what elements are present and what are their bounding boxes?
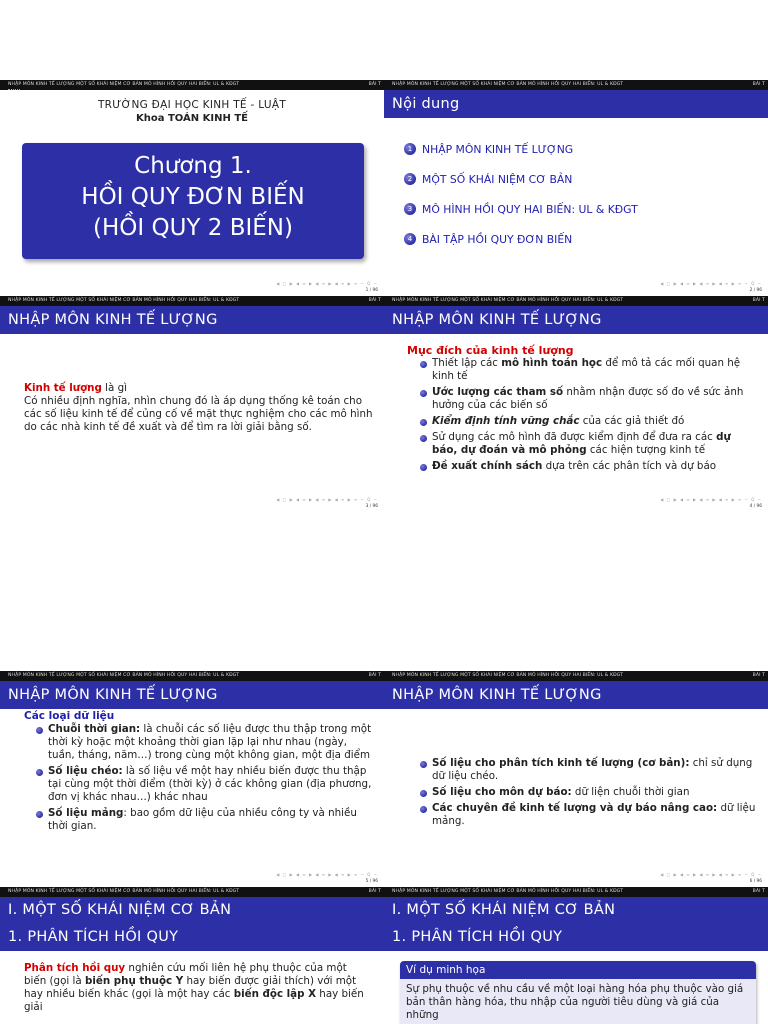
list-item [36,765,374,804]
text: các hiện tượng kinh tế [586,444,706,456]
slide-7 [0,887,384,1024]
slide-1 [0,80,384,296]
slide-footer [642,872,762,884]
section-title: I. MỘT SỐ KHÁI NIỆM CƠ BẢN [392,902,616,918]
slide-5 [0,671,384,887]
beamer-nav-symbols[interactable]: ◀ ▢ ▶ ◀ ≡ ▶ ◀ ≡ ▶ ◀ ≡ ▶ ≡ ∽ Q ∽ [660,872,762,877]
nav-right: BÀI T [368,298,381,303]
toc-number-icon: 1 [404,143,416,155]
text: Thiết lập các [432,357,502,369]
nav-right: BÀI T [752,298,765,303]
frame-title [0,897,384,951]
list-item [420,431,758,457]
nav-sections[interactable]: NHẬP MÔN KINH TẾ LƯỢNG MỘT SỐ KHÁI NIỆM CƠ BẢN MÔ HÌNH HỒI QUY HAI BIẾN: UL & KĐGT [392,82,624,87]
keyword: Phân tích hồi quy [24,962,126,974]
nav-sections[interactable]: NHẬP MÔN KINH TẾ LƯỢNG MỘT SỐ KHÁI NIỆM CƠ BẢN MÔ HÌNH HỒI QUY HAI BIẾN: UL & KĐGT [8,298,240,303]
slide-footer [258,497,378,509]
heading-rest: là gì [101,382,128,394]
list-item [420,357,758,383]
slide-8 [384,887,768,1024]
nav-bar [384,80,768,90]
page-number: 3 / 96 [365,504,378,509]
toc-label: MỘT SỐ KHÁI NIỆM CƠ BẢN [422,172,573,186]
bold-text: Số liệu mảng [48,807,124,819]
text: để mô tả các mối quan hệ kinh tế [432,357,741,382]
text: hay biến được giải thích) với một hay nhiều biến khác (gọi là một hay các [24,975,357,1000]
text: dữ liệu mảng. [432,802,756,827]
text: dữ liện chuỗi thời gian [571,786,690,798]
definition-paragraph: Có nhiều định nghĩa, nhìn chung đó là áp dụng thống kê toán cho các số liệu kinh tế để củng cố về mặt thực nghiệm cho các mô hình do các nhà kinh tế đề xuất và để tìm ra lời giải bằng số. [24,395,373,433]
list-item [420,415,758,428]
section-title: I. MỘT SỐ KHÁI NIỆM CƠ BẢN [8,902,232,918]
toc-number-icon: 2 [404,173,416,185]
slide-footer [642,281,762,293]
bullet-list [36,723,374,833]
bullet-list [420,757,758,828]
frame-title [384,897,768,951]
text: là chuỗi các số liệu được thu thập trong một thời kỳ hoặc một khoảng thời gian lặp lại như nhau (ngày, tuần, tháng, năm…) trong cùng một không gian, một địa điểm [48,723,372,761]
faculty-name: Khoa TOÁN KINH TẾ [136,113,248,124]
nav-bar [384,887,768,897]
bold-text: biến độc lập X [233,988,317,1000]
toc-item-1[interactable] [404,134,768,164]
text: nhằm nhận được số đo về sức ảnh hưởng của các biến số [432,386,744,411]
university-name: TRƯỜNG ĐẠI HỌC KINH TẾ - LUẬT [97,99,287,111]
slide-6 [384,671,768,887]
bold-text: Đề xuất chính sách [432,460,543,472]
slide-2 [384,80,768,296]
bold-text: Số liệu cho môn dự báo: [432,786,572,798]
slide-footer [258,872,378,884]
chapter-title-box [22,143,364,259]
nav-sections[interactable]: NHẬP MÔN KINH TẾ LƯỢNG MỘT SỐ KHÁI NIỆM CƠ BẢN MÔ HÌNH HỒI QUY HAI BIẾN: UL & KĐGT [8,673,240,678]
nav-bar [384,671,768,681]
slide-body [0,334,384,434]
section-heading: Mục đích của kinh tế lượng [407,344,574,357]
definition-heading [24,382,374,395]
list-item [420,802,758,828]
text: Sử dụng các mô hình đã được kiểm định để đưa ra các [432,431,717,443]
list-item [420,460,758,473]
nav-sections[interactable]: NHẬP MÔN KINH TẾ LƯỢNG MỘT SỐ KHÁI NIỆM CƠ BẢN MÔ HÌNH HỒI QUY HAI BIẾN: UL & KĐGT [392,889,624,894]
nav-bar [0,296,384,306]
subsection-title: 1. PHÂN TÍCH HỒI QUY [8,929,179,945]
toc-label: MÔ HÌNH HỒI QUY HAI BIẾN: UL & KĐGT [422,202,638,216]
toc-item-4[interactable] [404,224,768,254]
slide-body [0,951,384,1014]
slide-body [384,334,768,473]
page-number: 4 / 96 [749,504,762,509]
beamer-nav-symbols[interactable]: ◀ ▢ ▶ ◀ ≡ ▶ ◀ ≡ ▶ ◀ ≡ ▶ ≡ ∽ Q ∽ [276,497,378,502]
bold-text: Ước lượng các tham số [432,386,564,398]
nav-bar [0,671,384,681]
toc-item-3[interactable] [404,194,768,224]
nav-sections[interactable]: NHẬP MÔN KINH TẾ LƯỢNG MỘT SỐ KHÁI NIỆM CƠ BẢN MÔ HÌNH HỒI QUY HAI BIẾN: UL & KĐGT [8,82,240,87]
bold-text: Số liệu chéo: [48,765,123,777]
beamer-nav-symbols[interactable]: ◀ ▢ ▶ ◀ ≡ ▶ ◀ ≡ ▶ ◀ ≡ ▶ ≡ ∽ Q ∽ [660,497,762,502]
toc-list [384,118,768,254]
text: : bao gồm dữ liệu của nhiều công ty và nhiều thời gian. [48,807,357,832]
nav-right: BÀI T [368,889,381,894]
nav-right: BÀI T [752,82,765,87]
nav-bar [0,80,384,90]
toc-item-2[interactable] [404,164,768,194]
nav-progress-dots [8,88,20,90]
keyword: Kinh tế lượng [24,382,102,394]
list-item [36,807,374,833]
nav-sections[interactable]: NHẬP MÔN KINH TẾ LƯỢNG MỘT SỐ KHÁI NIỆM CƠ BẢN MÔ HÌNH HỒI QUY HAI BIẾN: UL & KĐGT [8,889,240,894]
frame-title: NHẬP MÔN KINH TẾ LƯỢNG [0,306,384,334]
beamer-nav-symbols[interactable]: ◀ ▢ ▶ ◀ ≡ ▶ ◀ ≡ ▶ ◀ ≡ ▶ ≡ ∽ Q ∽ [276,872,378,877]
slide-body [0,709,384,833]
chapter-subtitle: (HỒI QUY 2 BIẾN) [93,215,293,241]
toc-number-icon: 4 [404,233,416,245]
bold-text: Chuỗi thời gian: [48,723,141,735]
section-heading: Các loại dữ liệu [24,710,115,722]
text: là số liệu về một hay nhiều biến được thu thập tại cùng một thời điểm (thời kỳ) ở các không gian (địa phương, đơn vị khác nhau…) khác nhau [48,765,372,803]
nav-bar [384,296,768,306]
list-item [420,757,758,783]
slide-footer [258,281,378,293]
nav-right: BÀI T [368,673,381,678]
toc-label: BÀI TẬP HỒI QUY ĐƠN BIẾN [422,232,573,246]
nav-right: BÀI T [752,673,765,678]
page-number: 2 / 96 [749,288,762,293]
text: dựa trên các phân tích và dự báo [542,460,717,472]
nav-sections[interactable]: NHẬP MÔN KINH TẾ LƯỢNG MỘT SỐ KHÁI NIỆM CƠ BẢN MÔ HÌNH HỒI QUY HAI BIẾN: UL & KĐGT [392,673,624,678]
text: nghiên cứu mối liên hệ phụ thuộc của một biến (gọi là [24,962,347,987]
bold-text: mô hình toán học [501,357,603,369]
slide-body [384,709,768,828]
nav-sections[interactable]: NHẬP MÔN KINH TẾ LƯỢNG MỘT SỐ KHÁI NIỆM CƠ BẢN MÔ HÌNH HỒI QUY HAI BIẾN: UL & KĐGT [392,298,624,303]
frame-title: NHẬP MÔN KINH TẾ LƯỢNG [384,306,768,334]
example-block [400,961,756,1024]
page-number: 6 / 96 [749,879,762,884]
list-item [420,786,758,799]
page-number: 5 / 96 [365,879,378,884]
slide-footer [642,497,762,509]
bold-text: Số liệu cho phân tích kinh tế lượng (cơ bản): [432,757,690,769]
beamer-nav-symbols[interactable]: ◀ ▢ ▶ ◀ ≡ ▶ ◀ ≡ ▶ ◀ ≡ ▶ ≡ ∽ Q ∽ [660,281,762,286]
page-number: 1 / 96 [365,288,378,293]
frame-title: NHẬP MÔN KINH TẾ LƯỢNG [0,681,384,709]
example-block-body: Sự phụ thuộc về nhu cầu về một loại hàng hóa phụ thuộc vào giá bản thân hàng hóa, thu nhập của người tiêu dùng và giá của những [400,979,756,1024]
slide-4 [384,296,768,512]
toc-number-icon: 3 [404,203,416,215]
nav-right: BÀI T [752,889,765,894]
text: của các giả thiết đó [579,415,685,427]
list-item [420,386,758,412]
text: hay biến giải [24,988,364,1013]
frame-title: Nội dung [384,90,768,118]
subsection-title: 1. PHÂN TÍCH HỒI QUY [392,929,563,945]
bullet-list [420,357,758,473]
bold-text: biến phụ thuộc Y [84,975,184,987]
list-item [36,723,374,762]
bold-text: dự báo, dự đoán và mô phỏng [432,431,731,456]
nav-right: BÀI T [368,82,381,87]
toc-label: NHẬP MÔN KINH TẾ LƯỢNG [422,142,574,156]
regression-paragraph [24,962,370,1014]
example-block-title: Ví dụ minh họa [400,961,756,979]
text: chỉ sử dụng dữ liệu chéo. [432,757,753,782]
bold-text: Kiểm định tính vững chắc [432,415,580,427]
nav-bar [0,887,384,897]
bold-text: Các chuyên đề kinh tế lượng và dự báo nâng cao: [432,802,718,814]
chapter-title: HỒI QUY ĐƠN BIẾN [81,184,305,210]
chapter-number: Chương 1. [134,153,252,179]
frame-title: NHẬP MÔN KINH TẾ LƯỢNG [384,681,768,709]
slide-3 [0,296,384,512]
beamer-nav-symbols[interactable]: ◀ ▢ ▶ ◀ ≡ ▶ ◀ ≡ ▶ ◀ ≡ ▶ ≡ ∽ Q ∽ [276,281,378,286]
